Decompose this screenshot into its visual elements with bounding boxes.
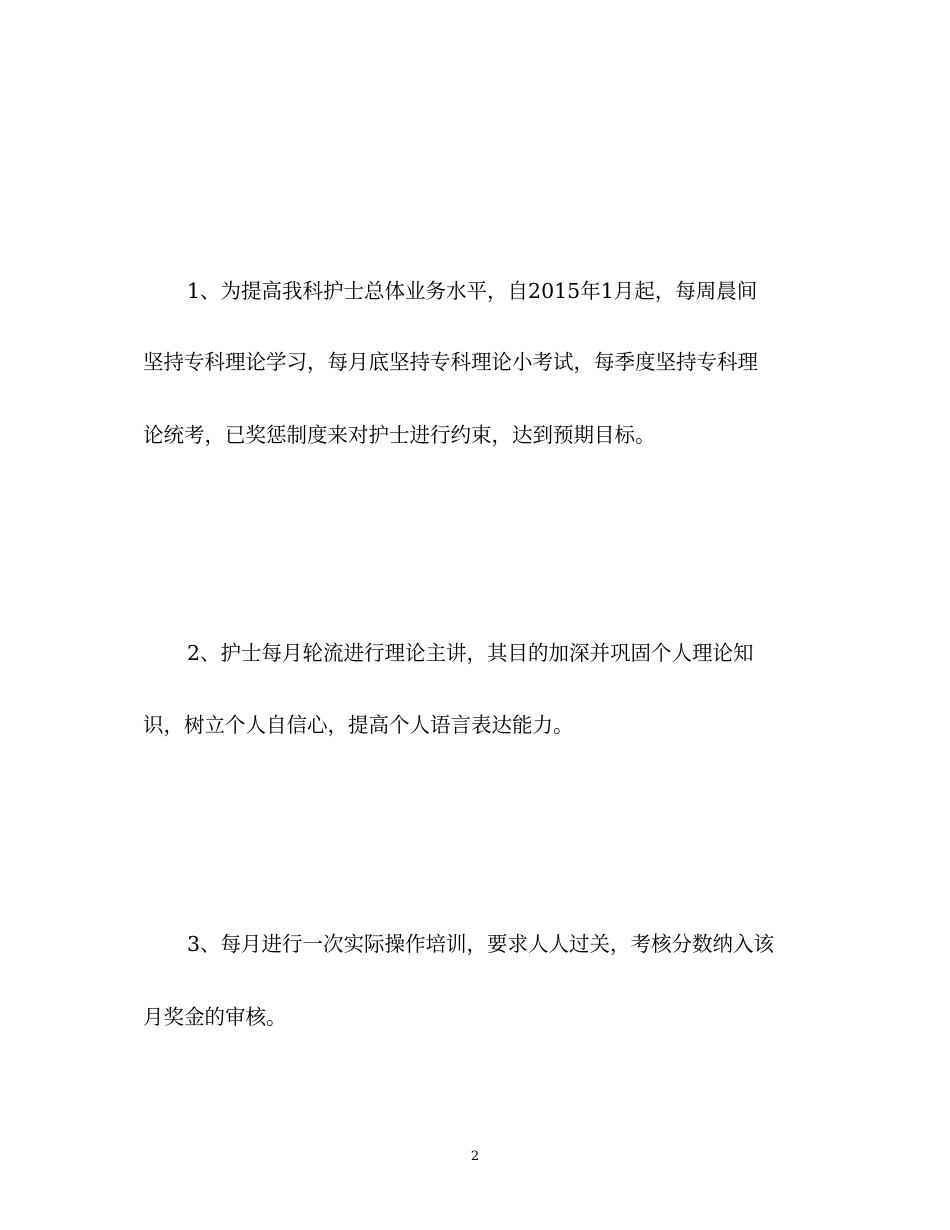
- paragraph-line: 月奖金的审核。: [143, 1005, 287, 1029]
- paragraph-line: 2、护士每月轮流进行理论主讲，其目的加深并巩固个人理论知: [187, 641, 754, 665]
- paragraph-line: 3、每月进行一次实际操作培训，要求人人过关，考核分数纳入该: [187, 932, 775, 956]
- paragraph-line: 1、为提高我科护士总体业务水平，自2015年1月起，每周晨间: [187, 279, 758, 303]
- paragraph-line: 识，树立个人自信心，提高个人语言表达能力。: [143, 713, 574, 737]
- paragraph-line: 论统考，已奖惩制度来对护士进行约束，达到预期目标。: [143, 423, 656, 447]
- paragraph-line: 坚持专科理论学习，每月底坚持专科理论小考试，每季度坚持专科理: [143, 350, 758, 374]
- page-number: 2: [470, 1149, 480, 1164]
